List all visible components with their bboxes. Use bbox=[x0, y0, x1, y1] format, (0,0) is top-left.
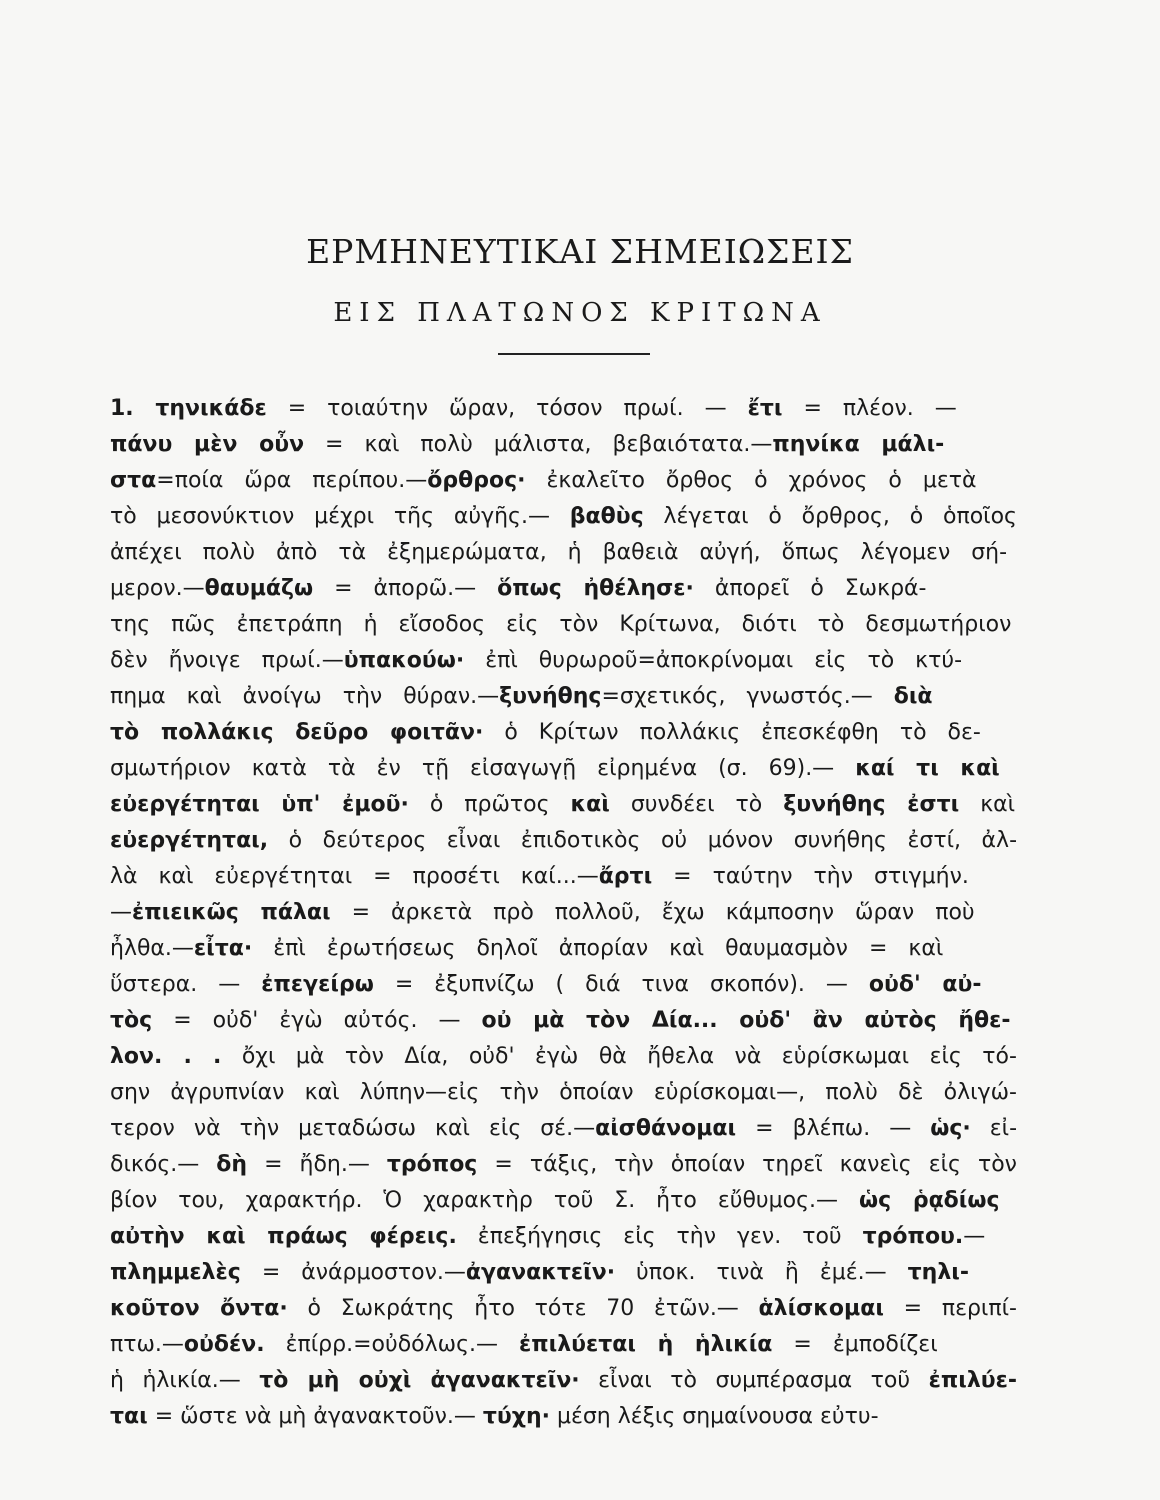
text-line bbox=[110, 715, 1017, 751]
gloss-text: = ἀνάρμοστον.— bbox=[240, 1260, 466, 1285]
text-line bbox=[110, 787, 1017, 823]
lemma-term: καί τι καὶ bbox=[855, 756, 1000, 781]
gloss-text: δικός.— bbox=[110, 1152, 217, 1177]
gloss-text: ἦλθα.— bbox=[110, 936, 194, 961]
lemma-term: οὐδέν. bbox=[183, 1332, 265, 1357]
gloss-text: βίον του, χαρακτήρ. Ὁ χαρακτὴρ τοῦ Σ. ἦτο εὔθυμος.— bbox=[110, 1188, 859, 1213]
gloss-text: ἐπὶ θυρωροῦ=ἀποκρίνομαι εἰς τὸ κτύ- bbox=[464, 648, 963, 673]
text-line bbox=[110, 1255, 1017, 1291]
text-line bbox=[110, 1075, 1017, 1111]
lemma-term: διὰ bbox=[893, 684, 933, 709]
lemma-term: πηνίκα μάλι- bbox=[772, 432, 945, 457]
gloss-text: πτω.— bbox=[110, 1332, 184, 1357]
lemma-term: ὡς· bbox=[930, 1116, 971, 1141]
gloss-text: = περιπί- bbox=[883, 1296, 1017, 1321]
gloss-text: = τάξις, τὴν ὁποίαν τηρεῖ κανεὶς εἰς τὸν bbox=[477, 1152, 1017, 1177]
text-line bbox=[110, 967, 1017, 1003]
lemma-term: οὐ μὰ τὸν Δία... οὐδ' ἂν αὐτὸς ἤθε- bbox=[481, 1008, 1011, 1033]
gloss-text: = ἀπορῶ.— bbox=[313, 576, 498, 601]
gloss-text: = ὥστε νὰ μὴ ἀγανακτοῦν.— bbox=[147, 1404, 483, 1429]
lemma-term: ἄρτι bbox=[598, 864, 653, 889]
gloss-text: = ἐξυπνίζω ( διά τινα σκοπόν). — bbox=[373, 972, 869, 997]
gloss-text: ἀπέχει πολὺ ἀπὸ τὰ ἐξημερώματα, ἡ βαθειὰ αὐγή, ὅπως λέγομεν σή- bbox=[110, 540, 1008, 565]
lemma-term: ἐπιεικῶς πάλαι bbox=[132, 900, 331, 925]
gloss-text: ἀπορεῖ ὁ Σωκρά- bbox=[693, 576, 927, 601]
lemma-term: τὸ μὴ οὐχὶ ἀγανακτεῖν· bbox=[259, 1368, 580, 1393]
gloss-text: = βλέπω. — bbox=[736, 1116, 931, 1141]
document-title: ΕΡΜΗΝΕΥΤΙΚΑΙ ΣΗΜΕΙΩΣΕΙΣ bbox=[306, 232, 854, 271]
text-line bbox=[110, 1183, 1017, 1219]
lemma-term: ται bbox=[110, 1404, 148, 1429]
text-line bbox=[110, 1327, 1017, 1363]
gloss-text: δὲν ἤνοιγε πρωί.— bbox=[110, 648, 344, 673]
gloss-text: ἡ ἡλικία.— bbox=[110, 1368, 260, 1393]
gloss-text: ἐπὶ ἐρωτήσεως δηλοῖ ἀπορίαν καὶ θαυμασμὸν = καὶ bbox=[252, 936, 944, 961]
lemma-term: κοῦτον ὄντα· bbox=[110, 1296, 288, 1321]
text-line bbox=[110, 571, 1017, 607]
gloss-text: σμωτήριον κατὰ τὰ ἐν τῇ εἰσαγωγῇ εἰρημένα (σ. 69).— bbox=[110, 756, 856, 781]
lemma-term: καὶ bbox=[570, 792, 610, 817]
text-line bbox=[110, 1291, 1017, 1327]
text-line bbox=[110, 391, 1017, 427]
text-line bbox=[110, 499, 1017, 535]
gloss-text: λὰ καὶ εὐεργέτηται = προσέτι καί...— bbox=[110, 864, 599, 889]
lemma-term: εὐεργέτηται ὑπ' ἐμοῦ· bbox=[110, 792, 409, 817]
gloss-text: = οὐδ' ἐγὼ αὐτός. — bbox=[152, 1008, 482, 1033]
gloss-text: = τοιαύτην ὥραν, τόσον πρωί. — bbox=[266, 396, 748, 421]
gloss-text: ἐκαλεῖτο ὄρθος ὁ χρόνος ὁ μετὰ bbox=[525, 468, 977, 493]
gloss-text: ἐπεξήγησις εἰς τὴν γεν. τοῦ bbox=[456, 1224, 863, 1249]
lemma-term: ἁλίσκομαι bbox=[758, 1296, 884, 1321]
gloss-text: μερον.— bbox=[110, 576, 205, 601]
gloss-text: καὶ bbox=[959, 792, 1016, 817]
lemma-term: βαθὺς bbox=[569, 504, 644, 529]
lemma-term: αἰσθάνομαι bbox=[595, 1116, 737, 1141]
lemma-term: ξυνήθης bbox=[499, 684, 602, 709]
gloss-text: =ποία ὥρα περίπου.— bbox=[156, 468, 428, 493]
gloss-text: μέση λέξις σημαίνουσα εὐτυ- bbox=[549, 1404, 879, 1429]
text-line bbox=[110, 463, 1017, 499]
gloss-text: =σχετικός, γνωστός.— bbox=[601, 684, 894, 709]
title-divider bbox=[498, 353, 650, 355]
lemma-term: τρόπου. bbox=[862, 1224, 964, 1249]
lemma-term: ἀγανακτεῖν· bbox=[465, 1260, 616, 1285]
text-line bbox=[110, 1363, 1017, 1399]
gloss-text: εἰ- bbox=[970, 1116, 1018, 1141]
text-line bbox=[110, 931, 1017, 967]
lemma-term: στα bbox=[110, 468, 157, 493]
text-line bbox=[110, 823, 1017, 859]
lemma-term: ὡς ῥᾳδίως bbox=[859, 1188, 1000, 1213]
lemma-term: τηλι- bbox=[907, 1260, 969, 1285]
text-line bbox=[110, 607, 1017, 643]
text-line bbox=[110, 1399, 1017, 1435]
gloss-text: = ἀρκετὰ πρὸ πολλοῦ, ἔχω κάμποσην ὥραν ποὺ bbox=[330, 900, 975, 925]
lemma-term: λον. . . bbox=[110, 1044, 222, 1069]
gloss-text: συνδέει τὸ bbox=[609, 792, 784, 817]
text-line bbox=[110, 643, 1017, 679]
lemma-term: αὐτὴν καὶ πράως φέρεις. bbox=[110, 1224, 457, 1249]
gloss-text: λέγεται ὁ ὄρθρος, ὁ ὁποῖος bbox=[643, 504, 1017, 529]
text-line bbox=[110, 859, 1017, 895]
gloss-text: = ἤδη.— bbox=[247, 1152, 387, 1177]
lemma-term: θαυμάζω bbox=[204, 576, 314, 601]
lemma-term: τρόπος bbox=[386, 1152, 478, 1177]
gloss-text: = ἐμποδίζει bbox=[772, 1332, 938, 1357]
gloss-text: ἐπίρρ.=οὐδόλως.— bbox=[264, 1332, 519, 1357]
lemma-term: πλημμελὲς bbox=[110, 1260, 241, 1285]
lemma-term: ὑπακούω· bbox=[343, 648, 465, 673]
lemma-term: ἐπεγείρω bbox=[261, 972, 374, 997]
lemma-term: δὴ bbox=[216, 1152, 248, 1177]
gloss-text: της πῶς ἐπετράπη ἡ εἴσοδος εἰς τὸν Κρίτωνα, διότι τὸ δεσμωτήριον bbox=[110, 612, 1012, 637]
gloss-text: ὕστερα. — bbox=[110, 972, 262, 997]
text-line bbox=[110, 751, 1017, 787]
gloss-text: πημα καὶ ἀνοίγω τὴν θύραν.— bbox=[110, 684, 500, 709]
text-line bbox=[110, 895, 1017, 931]
text-line bbox=[110, 427, 1017, 463]
gloss-text: τερον νὰ τὴν μεταδώσω καὶ εἰς σέ.— bbox=[110, 1116, 596, 1141]
gloss-text: ὁ Σωκράτης ἦτο τότε 70 ἐτῶν.— bbox=[287, 1296, 759, 1321]
gloss-text: ὁ δεύτερος εἶναι ἐπιδοτικὸς οὐ μόνον συνήθης ἐστί, ἀλ- bbox=[268, 828, 1018, 853]
lemma-term: εὐεργέτηται, bbox=[110, 828, 269, 853]
text-line bbox=[110, 535, 1017, 571]
lemma-term: ὅπως ἠθέλησε· bbox=[497, 576, 694, 601]
lemma-term: ὄρθρος· bbox=[427, 468, 526, 493]
gloss-text: — bbox=[110, 900, 132, 925]
gloss-text: σην ἀγρυπνίαν καὶ λύπην—εἰς τὴν ὁποίαν εὑρίσκομαι—, πολὺ δὲ ὀλιγώ- bbox=[110, 1080, 1017, 1105]
gloss-text: = πλέον. — bbox=[782, 396, 957, 421]
gloss-text: ὄχι μὰ τὸν Δία, οὐδ' ἐγὼ θὰ ἤθελα νὰ εὑρίσκωμαι εἰς τό- bbox=[221, 1044, 1017, 1069]
lemma-term: ξυνήθης ἐστι bbox=[783, 792, 960, 817]
lemma-term: ἐπιλύεται ἡ ἡλικία bbox=[518, 1332, 773, 1357]
lemma-term: ἐπιλύε- bbox=[928, 1368, 1017, 1393]
text-line bbox=[110, 1003, 1017, 1039]
text-line bbox=[110, 1111, 1017, 1147]
lemma-term: οὐδ' αὐ- bbox=[868, 972, 982, 997]
document-subtitle: ΕΙΣ ΠΛΑΤΩΝΟΣ ΚΡΙΤΩΝΑ bbox=[333, 298, 827, 328]
lemma-term: πάνυ μὲν οὖν bbox=[110, 432, 305, 457]
gloss-text: ὁ Κρίτων πολλάκις ἐπεσκέφθη τὸ δε- bbox=[483, 720, 981, 745]
lemma-term: τὸ πολλάκις δεῦρο φοιτᾶν· bbox=[110, 720, 484, 745]
lemma-term: 1. τηνικάδε bbox=[110, 396, 267, 421]
gloss-text: τὸ μεσονύκτιον μέχρι τῆς αὐγῆς.— bbox=[110, 504, 570, 529]
gloss-text: = καὶ πολὺ μάλιστα, βεβαιότατα.— bbox=[304, 432, 773, 457]
gloss-text: ὁ πρῶτος bbox=[408, 792, 571, 817]
lemma-term: ἔτι bbox=[747, 396, 783, 421]
lemma-term: τύχη· bbox=[482, 1404, 550, 1429]
gloss-text: = ταύτην τὴν στιγμήν. bbox=[652, 864, 969, 889]
text-line bbox=[110, 1147, 1017, 1183]
gloss-text: ὑποκ. τινὰ ἢ ἐμέ.— bbox=[615, 1260, 908, 1285]
lemma-term: εἶτα· bbox=[193, 936, 253, 961]
text-line bbox=[110, 1219, 1017, 1255]
gloss-text: εἶναι τὸ συμπέρασμα τοῦ bbox=[579, 1368, 929, 1393]
text-line bbox=[110, 1039, 1017, 1075]
commentary-body bbox=[110, 391, 1017, 1435]
gloss-text: — bbox=[963, 1224, 986, 1249]
lemma-term: τὸς bbox=[110, 1008, 153, 1033]
text-line bbox=[110, 679, 1017, 715]
